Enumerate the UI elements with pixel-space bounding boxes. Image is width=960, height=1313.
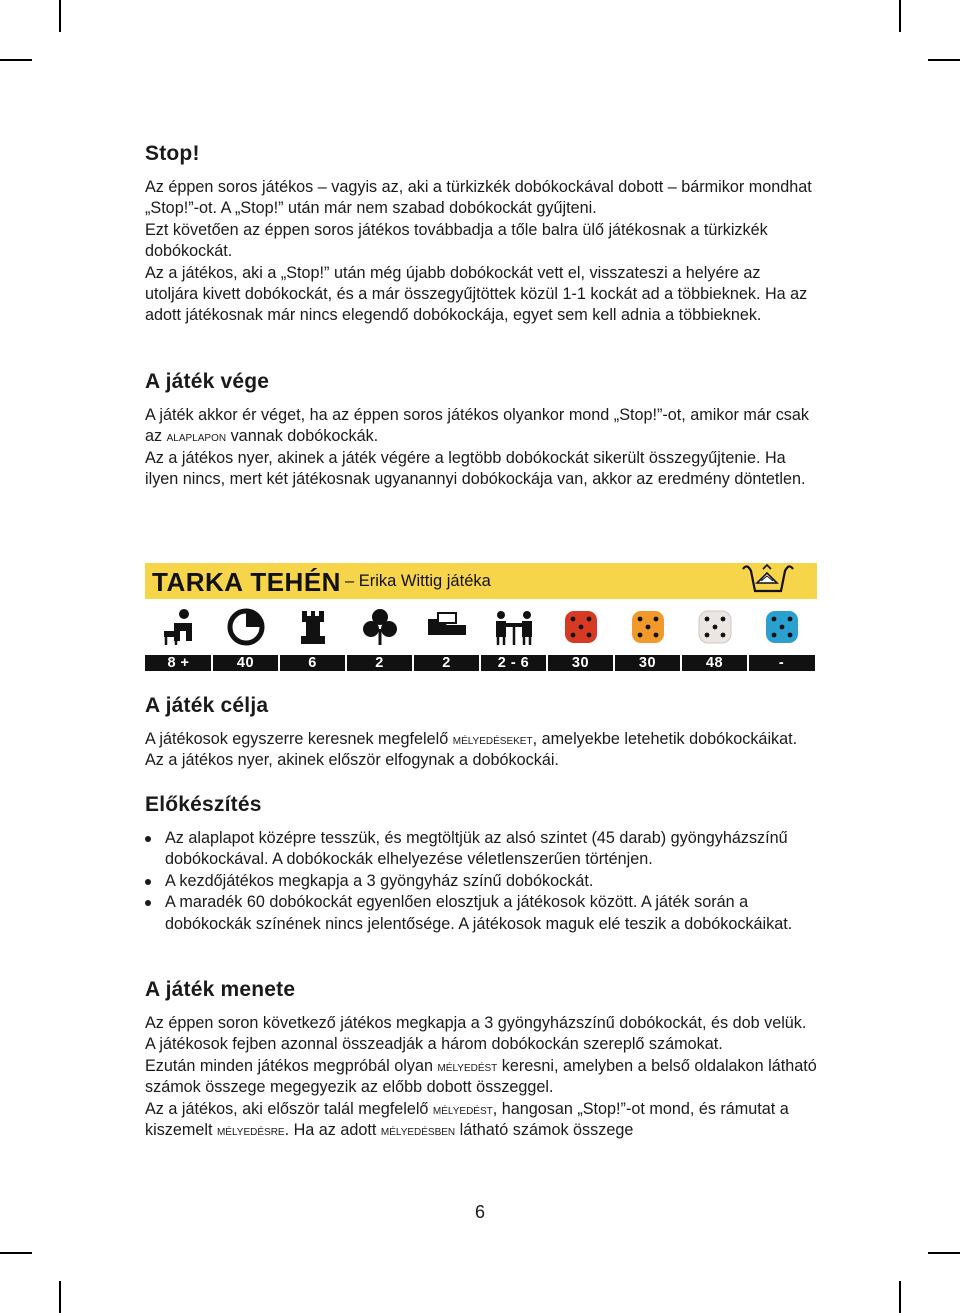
divider: [211, 599, 213, 671]
paragraph: A játékosok fejben azonnal összeadják a három dobókockán szereplő számokat.: [145, 1035, 723, 1054]
crop-mark: [0, 59, 32, 61]
divider: [479, 599, 481, 671]
small-caps-term: mélyedésben: [380, 1122, 456, 1139]
stat-orange-dice: [614, 599, 681, 671]
stat-luck: [346, 599, 413, 671]
orange-die-icon: [625, 605, 671, 651]
paragraph: [145, 729, 817, 772]
end-section: [145, 369, 817, 491]
divider: [613, 599, 615, 671]
text-run: Ezután minden játékos megpróbál olyan: [145, 1056, 438, 1075]
clover-icon: [357, 605, 403, 651]
stat-value: 2: [346, 655, 413, 671]
text-run: látható számok összege: [455, 1121, 634, 1140]
crop-mark: [928, 59, 960, 61]
text-run: vannak dobókockák.: [226, 427, 379, 446]
section-heading: Stop!: [145, 142, 200, 165]
section-heading: A játék menete: [145, 978, 296, 1001]
crop-mark: [59, 0, 61, 32]
list-item: A maradék 60 dobókockát egyenlően elosztjuk a játékosok között. A játék során a dobókockák színének nincs jelentősége. A játékosok maguk elé teszik a dobókockáikat.: [145, 892, 817, 935]
stat-interaction: [480, 599, 547, 671]
crop-mark: [899, 0, 901, 32]
stat-value: 2 - 6: [480, 655, 547, 671]
stat-white-dice: [681, 599, 748, 671]
stat-duration: [212, 599, 279, 671]
stop-section: [145, 141, 817, 327]
stat-value: -: [748, 655, 815, 671]
paragraph: Az éppen soros játékos – vagyis az, aki a türkizkék dobókockával dobott – bármikor mondhat „Stop!”-ot. A „Stop!” után már nem szabad dobókockát gyűjteni.: [145, 178, 812, 218]
crop-mark: [59, 1281, 61, 1313]
stat-turquoise-dice: [748, 599, 815, 671]
paragraph: Az a játékos nyer, akinek a játék végére a legtöbb dobókockát sikerült összegyűjtenie. Ha ilyen nincs, mert két játékosnak ugyanannyi dobókockája van, akkor az eredmény döntetlen.: [145, 448, 806, 489]
stat-skill: [413, 599, 480, 671]
divider: [680, 599, 682, 671]
list-item: A kezdőjátékos megkapja a 3 gyöngyház színű dobókockát.: [145, 871, 817, 892]
preparation-section: [145, 792, 817, 935]
rook-icon: [290, 605, 336, 651]
small-caps-term: mélyedésre: [216, 1122, 285, 1139]
paragraph: Az a játékos, aki a „Stop!” után még újabb dobókockát vett el, visszateszi a helyére az utoljára kivett dobókockát, és a már összegyűjtöttek közül 1-1 kockát ad a többieknek. Ha az adott játékosnak már nincs elegendő dobókockája, egyet sem kell adnia a többieknek.: [145, 263, 808, 325]
section-heading: A játék vége: [145, 370, 270, 393]
small-caps-term: alaplapon: [166, 428, 227, 445]
stat-value: 30: [547, 655, 614, 671]
crop-mark: [928, 1252, 960, 1254]
text-run: A játékosok egyszerre keresnek megfelelő: [145, 730, 453, 748]
white-die-icon: [692, 605, 738, 651]
cow-logo-icon: [737, 561, 797, 599]
stat-players: [145, 599, 212, 671]
bullet-list: [145, 828, 817, 935]
players-icon: [156, 605, 202, 651]
paragraph: Az éppen soron következő játékos megkapja a 3 gyöngyházszínű dobókockát, és dob velük.: [145, 1014, 807, 1032]
stat-value: 2: [413, 655, 480, 671]
paragraph: [145, 405, 817, 448]
text-run: A játék akkor ér véget, ha az éppen soros játékos olyankor mond „Stop!”-ot, amikor már csak az: [145, 406, 809, 446]
banner-title-bar: [145, 563, 817, 599]
divider: [278, 599, 280, 671]
stat-red-dice: [547, 599, 614, 671]
goal-section: [145, 693, 817, 772]
divider: [747, 599, 749, 671]
divider: [546, 599, 548, 671]
two-players-table-icon: [491, 605, 537, 651]
game-stats-row: [145, 599, 817, 671]
list-item: Az alaplapot középre tesszük, és megtöltjük az alsó szintet (45 darab) gyöngyházszínű dobókockával. A dobókockák elhelyezése véletlenszerűen történjen.: [145, 828, 817, 871]
stat-value: 30: [614, 655, 681, 671]
paragraph: Ezt követően az éppen soros játékos továbbadja a tőle balra ülő játékosnak a türkizkék dobókockát.: [145, 220, 768, 261]
page-number: 6: [474, 1202, 485, 1222]
turquoise-die-icon: [759, 605, 805, 651]
text-run: keresni, amelyben a belső oldalakon látható számok összege megegyezik az előbb dobott összeggel.: [145, 1056, 817, 1097]
section-heading: A játék célja: [145, 694, 269, 717]
divider: [412, 599, 414, 671]
game-title: TARKA TEHÉN: [152, 567, 341, 597]
gameplay-section: [145, 977, 817, 1141]
stat-value: 40: [212, 655, 279, 671]
text-run: , hangosan „Stop!”-ot mond, és rámutat a kiszemelt: [145, 1099, 789, 1140]
paragraph: [145, 1056, 817, 1099]
stat-value: 8 +: [145, 655, 212, 671]
crop-mark: [899, 1281, 901, 1313]
hand-card-icon: [424, 605, 470, 651]
paragraph: [145, 1099, 817, 1142]
red-die-icon: [558, 605, 604, 651]
small-caps-term: mélyedést: [432, 1100, 493, 1117]
clock-icon: [223, 605, 269, 651]
divider: [345, 599, 347, 671]
section-heading: Előkészítés: [145, 793, 262, 816]
text-run: Az a játékos, aki először talál megfelelő: [145, 1099, 433, 1118]
game-author: – Erika Wittig játéka: [345, 572, 491, 590]
stat-value: 48: [681, 655, 748, 671]
text-run: , amelyekbe letehetik dobókockáikat. Az a játékos nyer, akinek először elfogynak a dobókockái.: [145, 730, 798, 770]
text-run: . Ha az adott: [284, 1121, 381, 1140]
small-caps-term: mélyedést: [437, 1057, 498, 1074]
stat-value: 6: [279, 655, 346, 671]
stat-age: [279, 599, 346, 671]
small-caps-term: mélyedéseket: [452, 731, 533, 747]
game-info-banner: [145, 563, 817, 671]
crop-mark: [0, 1252, 32, 1254]
